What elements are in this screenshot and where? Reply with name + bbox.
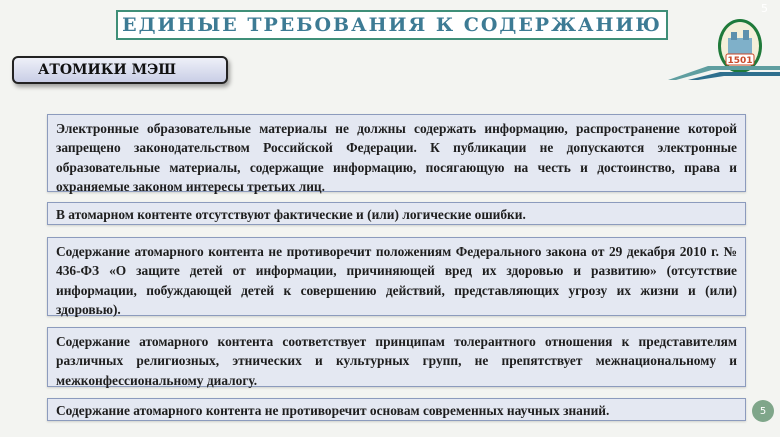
requirement-1: Электронные образовательные материалы не должны содержать информацию, распространение которой запрещено законодательством Российской Федерации. К публикации не допускаются электронные образовательные материалы, содержащие информацию, посягающую на честь и достоинство, права и охраняемые законом интересы третьих лиц.: [47, 114, 746, 192]
requirement-3: Содержание атомарного контента не противоречит положениям Федерального закона от 29 декабря 2010 г. № 436-ФЗ «О защите детей от информации, причиняющей вред их здоровью и развитию» (отсутствие информации, побуждающей детей к совершению действий, представляющих угрозу их жизни и (или) здоровью).: [47, 237, 746, 316]
requirement-4: Содержание атомарного контента соответствует принципам толерантного отношения к представителям различных религиозных, этнических и культурных групп, не препятствует межнациональному и межконфессиональному диалогу.: [47, 327, 746, 387]
requirement-2: В атомарном контенте отсутствуют фактические и (или) логические ошибки.: [47, 202, 746, 225]
section-label: АТОМИКИ МЭШ: [38, 62, 176, 78]
title-banner: [116, 10, 668, 40]
decorative-stripe: [668, 64, 780, 80]
requirement-5: Содержание атомарного контента не противоречит основам современных научных знаний.: [47, 398, 746, 421]
page-number-badge: 5: [752, 400, 774, 422]
section-tab: [12, 56, 228, 84]
logo-number: 1501: [727, 56, 753, 66]
page-title: ЕДИНЫЕ ТРЕБОВАНИЯ К СОДЕРЖАНИЮ: [122, 14, 662, 36]
corner-number: 5: [761, 2, 768, 15]
